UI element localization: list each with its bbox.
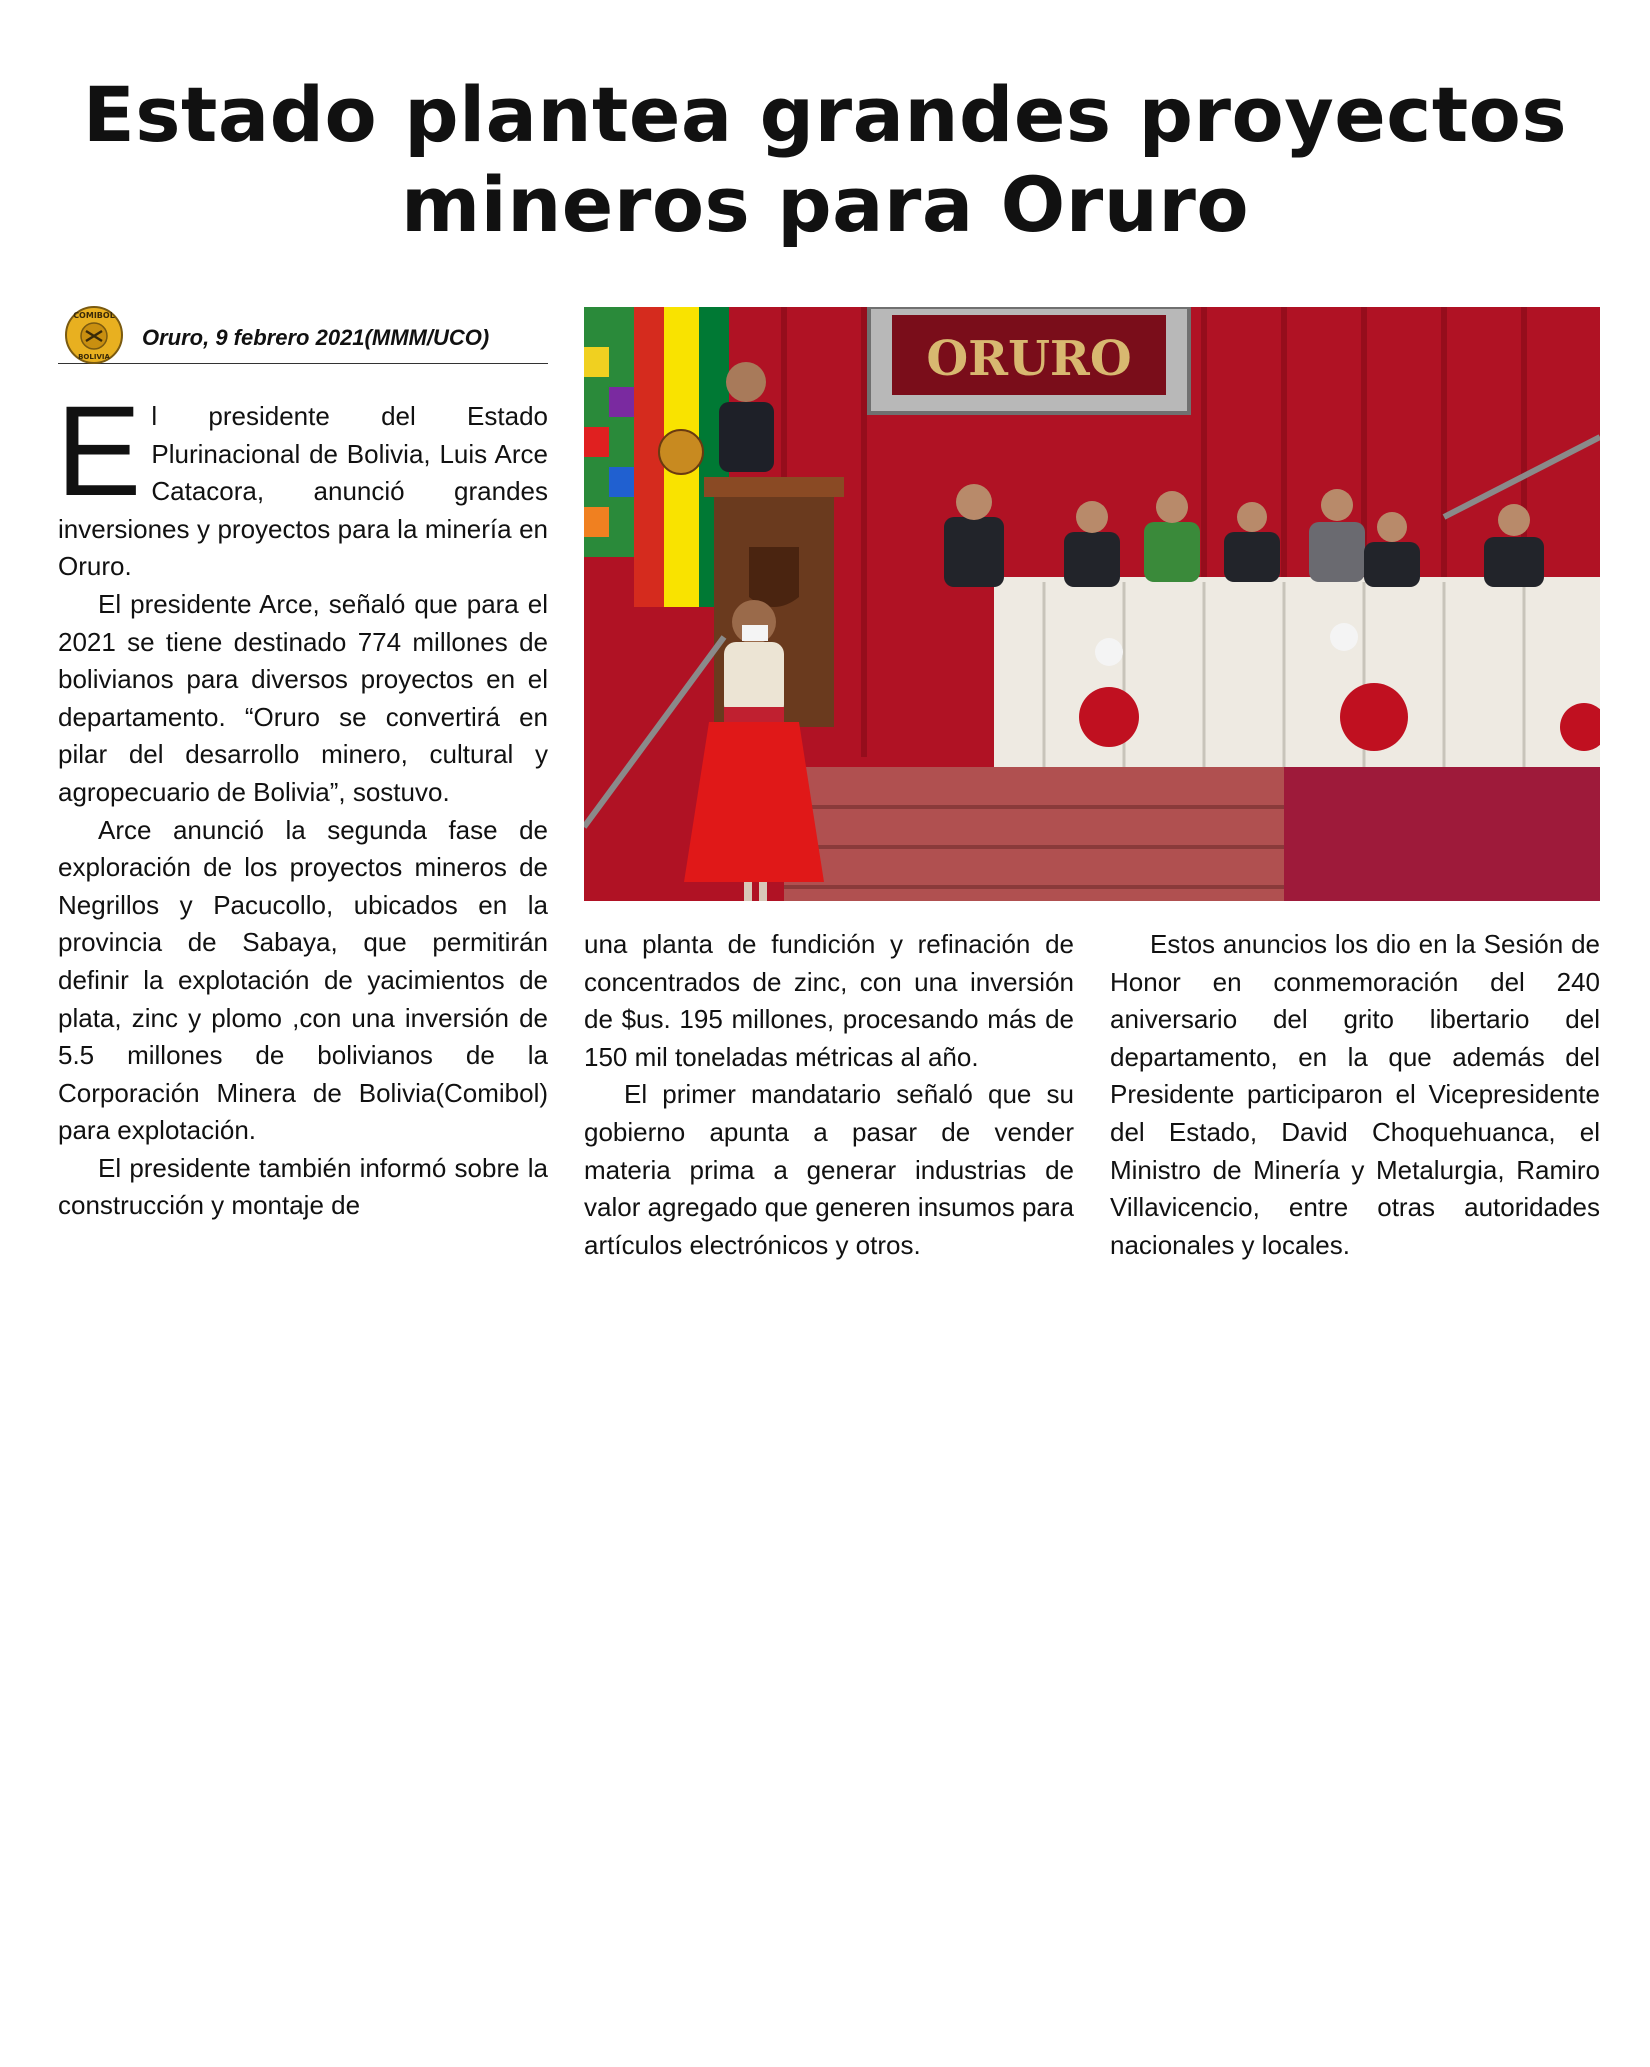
- logo-bottom-text: BOLIVIA: [78, 353, 110, 361]
- logo-top-text: COMIBOL: [73, 311, 115, 320]
- paragraph-5: El primer mandatario señaló que su gobierno apunta a pasar de vender materia prima a generar industrias de valor agregado que generen insumos para artículos electrónicos y otros.: [584, 1079, 1075, 1260]
- event-photo: [584, 307, 1600, 901]
- comibol-logo: [64, 305, 124, 365]
- dateline: [58, 305, 548, 364]
- paragraph-4-start: El presidente también informó sobre la construcción y montaje de: [58, 1152, 548, 1221]
- paragraph-3: Arce anunció la segunda fase de exploración de los proyectos mineros de Negrillos y Pacucollo, ubicados en la provincia de Sabaya, que permitirán definir la explotación de yacimientos de plata, zinc y plomo ,con una inversión de 5.5 millones de bolivianos de la Corporación Minera de Bolivia(Comibol) para explotación.: [58, 814, 548, 1146]
- wiphala-flag: [584, 307, 634, 557]
- oruro-sign: [869, 307, 1189, 413]
- paragraph-1: [56, 380, 548, 586]
- headline-line-1: Estado plantea grandes proyectos: [82, 70, 1568, 159]
- paragraph-2: El presidente Arce, señaló que para el 2021 se tiene destinado 774 millones de bolivianos para diversos proyectos en el departamento. “Oruro se convertirá en pilar del desarrollo minero, cultural y agropecuario de Bolivia”, sostuvo.: [58, 588, 548, 807]
- paragraph-6: Estos anuncios los dio en la Sesión de Honor en conmemoración del 240 aniversario del grito libertario del departamento, en la que además del Presidente participaron el Vicepresidente del Estado, David Choquehuanca, el Ministro de Minería y Metalurgia, Ramiro Villavicencio, entre otras autoridades nacionales y locales.: [1110, 929, 1600, 1260]
- article-column-1: [56, 380, 548, 1225]
- article-column-3: [1110, 926, 1600, 1264]
- dateline-text: Oruro, 9 febrero 2021(MMM/UCO): [142, 325, 490, 350]
- headline-line-2: mineros para Oruro: [400, 160, 1250, 249]
- paragraph-1-text: l presidente del Estado Plurinacional de Bolivia, Luis Arce Catacora, anunció grandes inversiones y proyectos para la minería en Oruro.: [58, 401, 548, 582]
- drop-cap: E: [56, 380, 142, 523]
- article-headline: [60, 70, 1590, 250]
- article-column-2: [584, 926, 1074, 1264]
- paragraph-4-continued: una planta de fundición y refinación de concentrados de zinc, con una inversión de $us. 195 millones, procesando más de 150 mil toneladas métricas al año.: [584, 929, 1074, 1072]
- photo-sign-text: ORURO: [926, 331, 1132, 387]
